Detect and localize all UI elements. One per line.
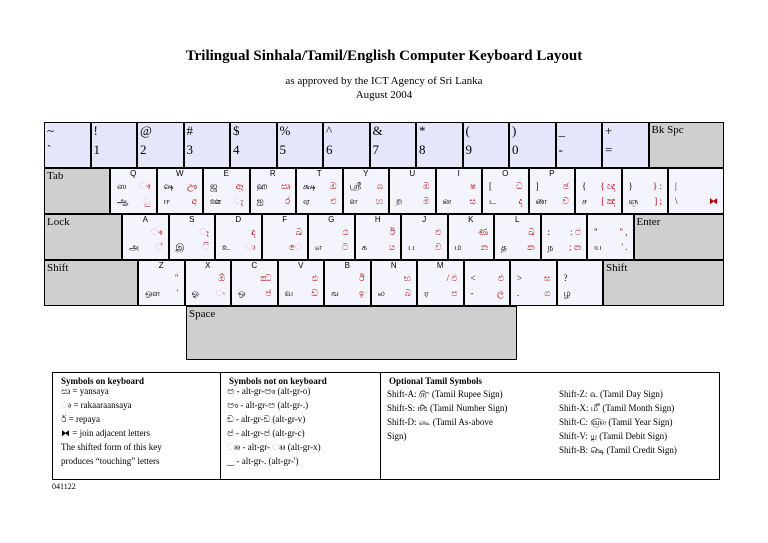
key-shift-label: ) [512, 123, 517, 138]
key-q-row-10[interactable] [575, 168, 622, 214]
key-q-row-8[interactable] [482, 168, 529, 214]
key-shift-label: % [279, 123, 291, 138]
key-sinhala-base: ව [435, 242, 442, 252]
key-tamil-base: ஆ [117, 196, 129, 206]
key-shift-label: ! [93, 123, 98, 138]
legend-item: ර් = repaya [61, 414, 100, 424]
key-sinhala-base: ඩ [311, 288, 318, 298]
legend-item: ඍ = yansaya [61, 386, 109, 396]
key-tamil-base: \ [675, 196, 678, 206]
key-base-label: 2 [140, 142, 147, 157]
key-latin-label: H [374, 215, 381, 224]
key-latin-label: Q [130, 169, 137, 178]
key-sinhala-base: ඉ [358, 288, 365, 298]
key-tamil-shift: ஷ [163, 181, 174, 191]
key-tamil-shift: " [594, 227, 598, 237]
legend-item: ඞ - alt-gr-ඞ (alt-gr-v) [227, 414, 306, 424]
subtitle-date: August 2004 [355, 89, 413, 101]
key-sinhala-shift: ෂ [469, 181, 476, 191]
legend-item: Shift-B: ௸ (Tamil Credit Sign) [559, 445, 677, 455]
key-sinhala-shift: ඛ [295, 227, 302, 237]
key-tamil-base: ச [582, 196, 587, 206]
key-tamil-base: இ [175, 242, 185, 252]
key-sinhala-base: ෙ [288, 242, 302, 252]
key-tamil-shift: { [582, 181, 587, 191]
key-sinhala-shift: ඌ [187, 181, 197, 191]
key-tamil-base: த [501, 242, 507, 252]
key-number-9[interactable] [463, 122, 510, 168]
key-latin-label: V [298, 261, 304, 270]
key-base-label: = [605, 142, 613, 157]
key-a-row-8[interactable] [494, 214, 541, 260]
key-tamil-base: அ [129, 242, 140, 252]
key-latin-label: A [142, 215, 148, 224]
key-sinhala-base: ම [423, 196, 430, 206]
key-sinhala-base: ට [342, 242, 349, 252]
key-tamil-shift: | [675, 181, 677, 191]
key-a-row-2[interactable] [215, 214, 262, 260]
key-base-label: 5 [279, 142, 286, 157]
key-latin-label: Y [363, 169, 369, 178]
key-tamil-base: ம [454, 242, 462, 252]
key-base-label: 1 [93, 142, 100, 157]
key-sinhala-base: හ [375, 196, 383, 206]
key-sinhala-base: ; ත [568, 242, 581, 252]
key-z-row-1[interactable] [185, 260, 232, 306]
key-tamil-base: ன [442, 196, 452, 206]
key-sinhala-base: ු [143, 196, 151, 206]
key-latin-label: M [436, 261, 444, 270]
key-number-3[interactable] [184, 122, 231, 168]
key-number-10[interactable] [509, 122, 556, 168]
legend-col3-title: Optional Tamil Symbols [389, 376, 483, 386]
key-sinhala-shift: ඣ [260, 273, 272, 283]
key-sinhala-shift: ඍ [280, 181, 290, 191]
key-z-row-0[interactable] [138, 260, 185, 306]
key-sinhala-shift: : ථ [570, 227, 581, 237]
legend-item: ඐ - alt-gr-ඏ (alt-gr-.) [227, 400, 309, 410]
key-tamil-base: ஏ [303, 196, 311, 206]
key-sinhala-shift: / ඵ [446, 273, 458, 283]
key-z-row-4[interactable] [324, 260, 371, 306]
key-tamil-base: ஞ [628, 196, 639, 206]
key-shift-label: * [419, 123, 426, 138]
key-latin-label: G [328, 215, 335, 224]
key-tamil-base: ஐ [256, 196, 264, 206]
key-z-row-9[interactable] [557, 260, 604, 306]
legend-col2-title: Symbols not on keyboard [229, 376, 327, 386]
key-sinhala-shift: ඔ [329, 181, 337, 191]
key-number-5[interactable] [277, 122, 324, 168]
key-sinhala-shift: ෑ [199, 227, 209, 237]
key-z-row-6[interactable] [417, 260, 464, 306]
key-sinhala-shift: ඊ [358, 273, 365, 283]
key-tamil-base: ஒ [238, 288, 246, 298]
key-q-row-1[interactable] [157, 168, 204, 214]
key-sinhala-base: ැ [233, 196, 244, 206]
legend-item: Shift-X: ௴ (Tamil Month Sign) [559, 403, 675, 413]
legend-item: ‿ - alt-gr-. (alt-gr-') [227, 456, 299, 466]
legend-item: Shift-Z: ௳ (Tamil Day Sign) [559, 389, 663, 399]
legend-optional-tamil-symbols [381, 373, 721, 479]
key-sinhala-base: ⧓ [709, 196, 718, 206]
key-sinhala-base: ] ; [654, 196, 662, 206]
key-tamil-base: ற [396, 196, 403, 206]
key-number-4[interactable] [230, 122, 277, 168]
legend-item: ඏ - alt-gr-ඐ (alt-gr-o) [227, 386, 311, 396]
legend-item: Shift-C: ௵ (Tamil Year Sign) [559, 417, 673, 427]
key-sinhala-base: ා [245, 242, 256, 252]
keyboard-layout [44, 122, 724, 360]
key-latin-label: O [502, 169, 509, 178]
legend-item: Shift-A: ௹ (Tamil Rupee Sign) [387, 389, 503, 399]
key-q-row-4[interactable] [296, 168, 343, 214]
key-latin-label: U [409, 169, 416, 178]
key-tamil-base: ஈ [163, 196, 170, 206]
key-sinhala-shift: භ [403, 273, 411, 283]
key-sinhala-shift: ඛ [528, 227, 535, 237]
key-sinhala-shift: ඊ [389, 227, 395, 237]
key-z-row-3[interactable] [278, 260, 325, 306]
key-number-6[interactable] [323, 122, 370, 168]
subtitle-agency: as approved by the ICT Agency of Sri Lanka [285, 75, 483, 87]
key-number-2[interactable] [137, 122, 184, 168]
legend-symbols-not-on-keyboard [221, 373, 381, 479]
key-sinhala-shift: ඕ [218, 273, 225, 283]
key-shift-label: _ [558, 123, 565, 138]
key-tamil-base: ங [331, 288, 339, 298]
key-a-row-4[interactable] [308, 214, 355, 260]
key-sinhala-shift: ෳ [151, 227, 163, 237]
left-shift-key[interactable] [44, 260, 138, 306]
key-tamil-base: ஔ [145, 288, 161, 298]
left-shift-label: Shift [47, 262, 69, 274]
key-tamil-shift: > [517, 273, 523, 283]
key-base-label: 8 [419, 142, 426, 157]
key-sinhala-shift: ඡ [562, 181, 569, 191]
key-q-row-11[interactable] [622, 168, 669, 214]
right-shift-label: Shift [606, 262, 628, 274]
key-sinhala-base: ය [388, 242, 395, 252]
tab-key[interactable] [44, 168, 110, 214]
key-z-row-2[interactable] [231, 260, 278, 306]
key-tamil-shift: : [547, 227, 551, 237]
key-latin-label: N [390, 261, 397, 270]
key-latin-label: I [457, 169, 460, 178]
key-sinhala-base: ' [176, 288, 179, 298]
key-number-0[interactable] [44, 122, 91, 168]
key-sinhala-base: ස [469, 196, 476, 206]
key-tamil-shift: ஹ [256, 181, 268, 191]
key-q-row-5[interactable] [343, 168, 390, 214]
legend-col1-title: Symbols on keyboard [61, 376, 145, 386]
key-tamil-base: ஓ [191, 288, 200, 298]
key-tamil-base: ண [535, 196, 547, 206]
key-tamil-shift: ஸ [117, 181, 127, 191]
caps-lock-label: Lock [47, 216, 70, 228]
key-latin-label: K [468, 215, 474, 224]
key-sinhala-base: ග [544, 288, 551, 298]
key-sinhala-shift: " [174, 273, 179, 283]
key-latin-label: B [344, 261, 350, 270]
key-sinhala-shift: ඳ [250, 227, 256, 237]
key-tamil-shift: ஜ [210, 181, 218, 191]
key-q-row-12[interactable] [668, 168, 724, 214]
key-base-label: 9 [465, 142, 472, 157]
legend-box [52, 372, 720, 480]
key-sinhala-shift: ඨ [342, 227, 349, 237]
key-sinhala-base: ' . [621, 242, 628, 252]
key-q-row-7[interactable] [436, 168, 483, 214]
key-latin-label: E [223, 169, 229, 178]
key-latin-label: D [235, 215, 242, 224]
key-tamil-base: உ [222, 242, 231, 252]
legend-item: Sign) [387, 431, 407, 441]
key-sinhala-shift: ශ [376, 181, 383, 191]
legend-item: ඦ - alt-gr-ඦ (alt-gr-c) [227, 428, 305, 438]
key-base-label: 0 [512, 142, 519, 157]
key-tamil-base: எ [315, 242, 323, 252]
legend-item: The shifted form of this key [61, 442, 162, 452]
key-q-row-6[interactable] [389, 168, 436, 214]
key-latin-label: X [205, 261, 211, 270]
key-tamil-base: ட [489, 196, 497, 206]
key-sinhala-base: [ ඤ [601, 196, 616, 206]
key-sinhala-base: ි [201, 242, 209, 252]
key-tamil-base: வ [284, 288, 294, 298]
key-number-8[interactable] [416, 122, 463, 168]
key-number-12[interactable] [602, 122, 649, 168]
key-sinhala-shift: ධ [515, 181, 523, 191]
key-z-row-7[interactable] [464, 260, 511, 306]
key-sinhala-shift: ණ [477, 227, 488, 237]
key-tamil-shift: < [470, 273, 476, 283]
key-latin-label: R [269, 169, 276, 178]
legend-symbols-on-keyboard [53, 373, 221, 479]
key-latin-label: J [422, 215, 427, 224]
key-base-label: ` [47, 142, 52, 157]
key-sinhala-shift: ඹ [422, 181, 430, 191]
key-base-label: - [558, 142, 563, 157]
key-sinhala-shift: { ඥ [600, 181, 616, 191]
key-tamil-base: ப [408, 242, 415, 252]
key-a-row-7[interactable] [448, 214, 495, 260]
key-sinhala-shift: ඈ [235, 181, 244, 191]
backspace-label: Bk Spc [651, 124, 684, 136]
key-a-row-10[interactable] [587, 214, 634, 260]
key-latin-label: Z [158, 261, 164, 270]
key-base-label: 4 [233, 142, 240, 157]
key-tamil-base: ர [424, 288, 429, 298]
key-number-7[interactable] [370, 122, 417, 168]
key-sinhala-shift: ඵ [497, 273, 504, 283]
key-sinhala-base: ල [497, 288, 504, 298]
key-tamil-base: . [517, 288, 520, 298]
key-a-row-6[interactable] [401, 214, 448, 260]
key-sinhala-base: ප [451, 288, 458, 298]
key-sinhala-base: ච [562, 196, 569, 206]
key-a-row-1[interactable] [169, 214, 216, 260]
key-q-row-0[interactable] [110, 168, 157, 214]
key-base-label: 7 [372, 142, 379, 157]
key-sinhala-base: න [480, 242, 488, 252]
space-key[interactable] [186, 306, 517, 360]
key-a-row-0[interactable] [122, 214, 169, 260]
key-tamil-shift: க்ஷ [303, 181, 316, 191]
key-base-label: 6 [326, 142, 333, 157]
key-tamil-base: ள [349, 196, 358, 206]
key-base-label: 3 [186, 142, 193, 157]
key-sinhala-base: ං [215, 288, 225, 298]
key-a-row-9[interactable] [541, 214, 588, 260]
key-tamil-base: க [361, 242, 368, 252]
key-latin-label: L [515, 215, 520, 224]
key-tamil-base: ழ [563, 288, 571, 298]
key-tamil-shift: } [628, 181, 633, 191]
key-sinhala-base: බ [404, 288, 411, 298]
right-shift-key[interactable] [603, 260, 724, 306]
key-sinhala-shift: " , [619, 227, 628, 237]
legend-item: ෲ - alt-gr- ෲ (alt-gr-x) [227, 442, 321, 452]
key-z-row-8[interactable] [510, 260, 557, 306]
legend-item: ⧓ = join adjacent letters [61, 428, 151, 438]
key-sinhala-base: ් [155, 242, 163, 252]
backspace-key[interactable] [649, 122, 725, 168]
key-latin-label: P [549, 169, 555, 178]
key-sinhala-base: අ [191, 196, 197, 206]
key-sinhala-shift: } : [652, 181, 662, 191]
key-sinhala-shift: ළු [435, 227, 442, 237]
key-tamil-shift: [ [489, 181, 492, 191]
caps-lock-key[interactable] [44, 214, 122, 260]
key-tamil-shift: ஸ்ரீ [349, 181, 362, 191]
key-sinhala-shift: ෟ [139, 181, 151, 191]
page-subtitle [0, 74, 768, 102]
key-z-row-5[interactable] [371, 260, 418, 306]
key-sinhala-base: ක [527, 242, 535, 252]
key-tamil-base: ந [547, 242, 554, 252]
legend-item: produces “touching” letters [61, 456, 160, 466]
legend-item: Shift-V: ௶ (Tamil Debit Sign) [559, 431, 668, 441]
page-title: Trilingual Sinhala/Tamil/English Computer Keyboard Layout [185, 48, 583, 64]
key-latin-label: C [251, 261, 258, 270]
key-number-11[interactable] [556, 122, 603, 168]
key-sinhala-base: ර [284, 196, 290, 206]
key-a-row-5[interactable] [355, 214, 402, 260]
key-number-1[interactable] [91, 122, 138, 168]
tab-label: Tab [47, 170, 64, 182]
key-tamil-base: - [470, 288, 474, 298]
key-a-row-3[interactable] [262, 214, 309, 260]
key-sinhala-shift: ඪ [311, 273, 318, 283]
enter-label: Enter [636, 216, 661, 228]
document-code: 041122 [52, 482, 76, 491]
key-q-row-2[interactable] [203, 168, 250, 214]
key-tamil-shift: ? [563, 273, 568, 283]
key-latin-label: S [189, 215, 195, 224]
key-sinhala-base: එ [330, 196, 337, 206]
key-shift-label: # [186, 123, 193, 138]
key-tamil-shift: ] [535, 181, 539, 191]
key-shift-label: ( [465, 123, 470, 138]
key-latin-label: T [316, 169, 322, 178]
key-tamil-base: ய [594, 242, 602, 252]
key-latin-label: F [282, 215, 288, 224]
key-q-row-9[interactable] [529, 168, 576, 214]
key-shift-label: @ [140, 123, 152, 138]
legend-item: Shift-D: ௷ (Tamil As-above [387, 417, 493, 427]
key-sinhala-base: ජ [265, 288, 272, 298]
key-sinhala-shift: ඝ [544, 273, 551, 283]
enter-key[interactable] [634, 214, 725, 260]
space-label: Space [189, 308, 216, 320]
key-tamil-base: ல [377, 288, 385, 298]
key-latin-label: W [175, 169, 184, 178]
key-shift-label: $ [233, 123, 240, 138]
key-sinhala-base: ද [518, 196, 523, 206]
key-q-row-3[interactable] [250, 168, 297, 214]
legend-item: Shift-S: ௺ (Tamil Number Sign) [387, 403, 508, 413]
key-shift-label: & [372, 123, 383, 138]
key-tamil-base: ஊ [210, 196, 222, 206]
key-shift-label: ~ [47, 123, 55, 138]
key-shift-label: ^ [326, 123, 333, 138]
legend-item: ෘ = rakaaraansaya [61, 400, 132, 410]
key-shift-label: + [605, 123, 613, 138]
